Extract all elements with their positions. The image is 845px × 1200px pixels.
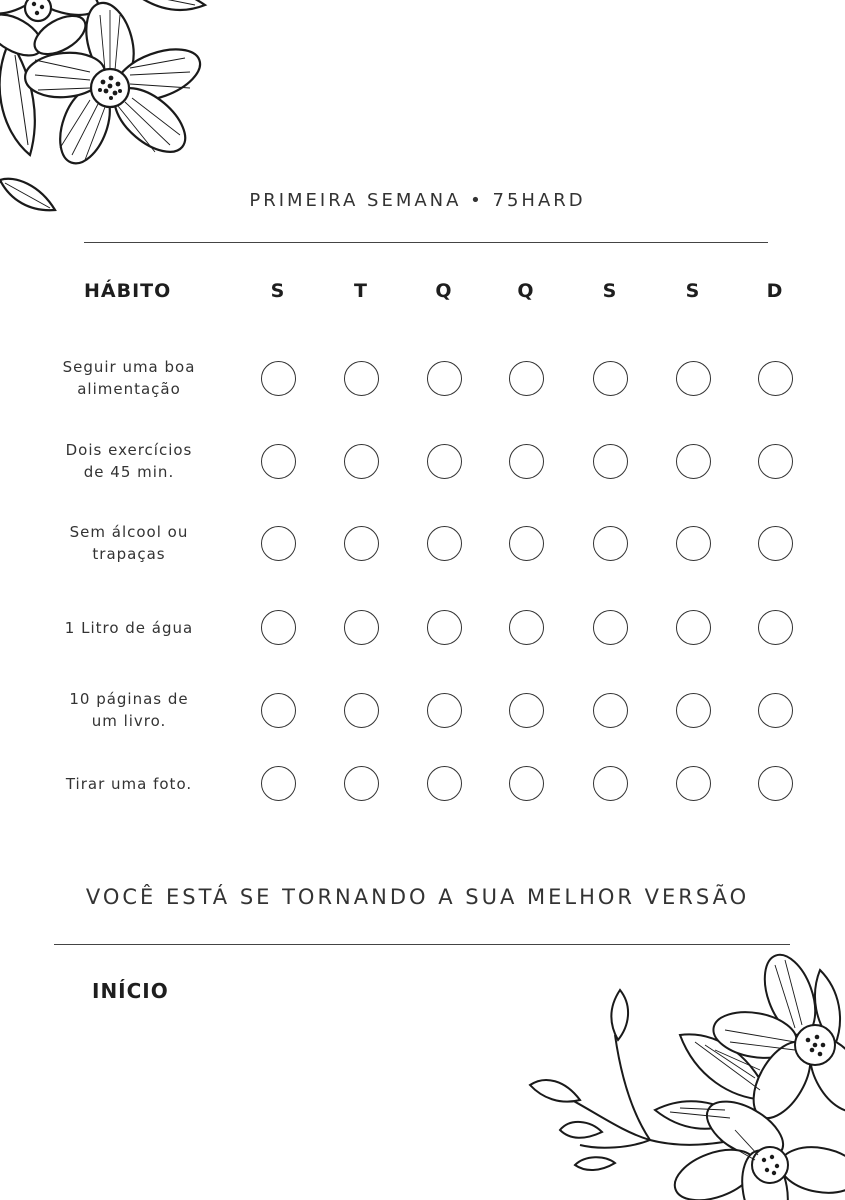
habit-label: [44, 617, 214, 639]
start-label: INÍCIO: [92, 979, 169, 1003]
habit-checkbox-wednesday[interactable]: [427, 444, 462, 479]
day-header-thursday: Q: [517, 280, 535, 302]
habit-checkbox-sunday[interactable]: [758, 766, 793, 801]
habit-checkbox-friday[interactable]: [593, 361, 628, 396]
habit-checkbox-tuesday[interactable]: [344, 444, 379, 479]
habit-checkbox-tuesday[interactable]: [344, 361, 379, 396]
habit-label-line: Dois exercícios: [65, 441, 193, 459]
day-header-monday: S: [270, 280, 286, 302]
habit-checkbox-friday[interactable]: [593, 610, 628, 645]
habit-label: [44, 439, 214, 483]
habit-checkbox-thursday[interactable]: [509, 526, 544, 561]
habit-label: [44, 688, 214, 732]
habit-label: [44, 521, 214, 565]
day-header-friday: S: [602, 280, 618, 302]
bottom-divider: [54, 944, 790, 945]
habit-checkbox-saturday[interactable]: [676, 361, 711, 396]
habit-checkbox-thursday[interactable]: [509, 610, 544, 645]
habit-label-line: 1 Litro de água: [64, 619, 194, 637]
habit-label-line: um livro.: [91, 712, 167, 730]
habit-label-line: Tirar uma foto.: [65, 775, 193, 793]
habit-checkbox-saturday[interactable]: [676, 444, 711, 479]
habit-checkbox-sunday[interactable]: [758, 610, 793, 645]
habit-checkbox-monday[interactable]: [261, 610, 296, 645]
habit-label-line: 10 páginas de: [69, 690, 189, 708]
habit-checkbox-saturday[interactable]: [676, 610, 711, 645]
habit-checkbox-saturday[interactable]: [676, 693, 711, 728]
habit-checkbox-thursday[interactable]: [509, 361, 544, 396]
habit-checkbox-saturday[interactable]: [676, 526, 711, 561]
habit-column-header: HÁBITO: [84, 280, 172, 302]
habit-label-line: de 45 min.: [83, 463, 175, 481]
habit-checkbox-sunday[interactable]: [758, 361, 793, 396]
habit-checkbox-tuesday[interactable]: [344, 766, 379, 801]
habit-checkbox-monday[interactable]: [261, 361, 296, 396]
habit-checkbox-sunday[interactable]: [758, 526, 793, 561]
day-header-tuesday: T: [354, 280, 368, 302]
habit-checkbox-thursday[interactable]: [509, 693, 544, 728]
habit-checkbox-wednesday[interactable]: [427, 526, 462, 561]
day-header-wednesday: Q: [435, 280, 453, 302]
habit-checkbox-monday[interactable]: [261, 693, 296, 728]
habit-label-line: Sem álcool ou: [69, 523, 189, 541]
habit-checkbox-thursday[interactable]: [509, 766, 544, 801]
habit-checkbox-monday[interactable]: [261, 526, 296, 561]
day-header-saturday: S: [685, 280, 701, 302]
habit-checkbox-sunday[interactable]: [758, 693, 793, 728]
habit-checkbox-tuesday[interactable]: [344, 610, 379, 645]
habit-label: [44, 356, 214, 400]
habit-label-line: Seguir uma boa: [62, 358, 196, 376]
habit-checkbox-wednesday[interactable]: [427, 610, 462, 645]
habit-checkbox-friday[interactable]: [593, 693, 628, 728]
habit-checkbox-saturday[interactable]: [676, 766, 711, 801]
habit-checkbox-wednesday[interactable]: [427, 766, 462, 801]
habit-checkbox-tuesday[interactable]: [344, 693, 379, 728]
habit-checkbox-wednesday[interactable]: [427, 361, 462, 396]
day-header-sunday: D: [766, 280, 784, 302]
habit-checkbox-friday[interactable]: [593, 526, 628, 561]
habit-checkbox-tuesday[interactable]: [344, 526, 379, 561]
bottom-right-flower-icon: [520, 950, 845, 1200]
habit-checkbox-wednesday[interactable]: [427, 693, 462, 728]
top-divider: [84, 242, 768, 243]
habit-checkbox-thursday[interactable]: [509, 444, 544, 479]
motto-text: VOCÊ ESTÁ SE TORNANDO A SUA MELHOR VERSÃO: [85, 885, 750, 909]
top-left-flower-icon: [0, 0, 220, 220]
habit-checkbox-sunday[interactable]: [758, 444, 793, 479]
page-title: PRIMEIRA SEMANA • 75HARD: [249, 190, 586, 211]
habit-checkbox-friday[interactable]: [593, 766, 628, 801]
habit-checkbox-monday[interactable]: [261, 444, 296, 479]
habit-checkbox-friday[interactable]: [593, 444, 628, 479]
habit-label-line: trapaças: [92, 545, 166, 563]
habit-checkbox-monday[interactable]: [261, 766, 296, 801]
habit-label: [44, 773, 214, 795]
habit-label-line: alimentação: [77, 380, 181, 398]
